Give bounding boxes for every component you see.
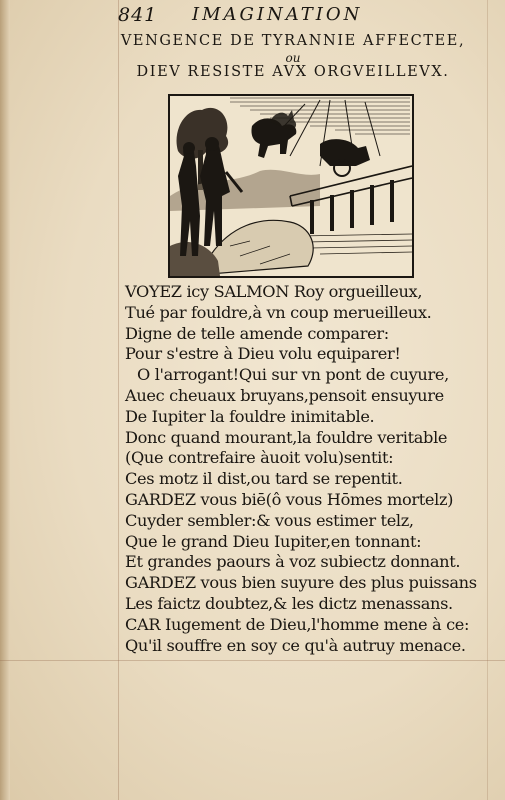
verse-line: GARDEZ vous bien suyure des plus puissans	[125, 573, 477, 593]
verse-line: Et grandes paours à voz subiectz donnant.	[125, 552, 461, 572]
page-gutter	[0, 0, 10, 800]
verse-line: CAR Iugement de Dieu,l'homme mene à ce:	[125, 614, 470, 634]
margin-rule-bottom	[0, 660, 505, 661]
title-line-3: DIEV RESISTE AVX ORGVEILLEVX.	[136, 64, 450, 80]
verse-line: Tué par fouldre,à vn coup merueilleux.	[125, 302, 432, 322]
title-line-1: VENGENCE DE TYRANNIE AFFECTEE,	[120, 33, 466, 49]
verse-line: O l'arrogant!Qui sur vn pont de cuyure,	[137, 365, 449, 385]
verse-line: Cuyder sembler:& vous estimer telz,	[125, 510, 414, 530]
verse-line: (Que contrefaire àuoit volu)sentit:	[125, 448, 394, 468]
verse-line: Que le grand Dieu Iupiter,en tonnant:	[125, 531, 422, 551]
title-line-2: ou	[285, 51, 301, 65]
verse-line: Les faictz doubtez,& les dictz menassans.	[125, 593, 453, 613]
verse-block	[125, 282, 485, 656]
verse-line: GARDEZ vous biē(ô vous Hōmes mortelz)	[125, 489, 454, 509]
margin-rule-right	[487, 0, 488, 800]
verse-line: De Iupiter la fouldre inimitable.	[125, 406, 375, 426]
verse-line: Qu'il souffre en soy ce qu'à autruy menace.	[125, 635, 466, 655]
page-number: 841	[118, 4, 158, 26]
verse-line: Auec cheuaux bruyans,pensoit ensuyure	[125, 385, 444, 405]
margin-rule-left	[118, 0, 119, 800]
verse-line: Digne de telle amende comparer:	[125, 323, 389, 343]
verse-line: Ces motz il dist,ou tard se repentit.	[125, 469, 403, 489]
running-title: IMAGINATION	[192, 4, 363, 25]
verse-line: Donc quand mourant,la fouldre veritable	[125, 427, 448, 447]
verse-line: Pour s'estre à Dieu volu equiparer!	[125, 344, 401, 364]
woodcut-illustration-icon	[168, 94, 414, 278]
verse-line: VOYEZ icy SALMON Roy orgueilleux,	[125, 282, 423, 301]
